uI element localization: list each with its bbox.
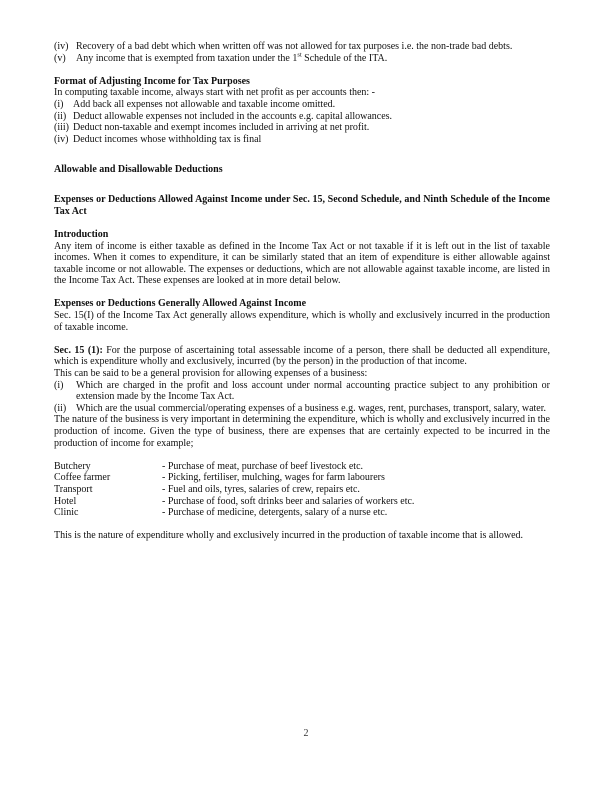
text-part: Schedule of the ITA. <box>301 52 388 64</box>
introduction-body: Any item of income is either taxable as defined in the Income Tax Act or not taxable if it is left out in the list of taxable incomes. When it comes to expenditure, it can be similarly stated that an item of expenditure is either allowable against taxable income or not allowable. The expenses or deductions, which are not allowable against taxable income, are listed in the Income Tax Act. These expenses are looked at in more detail below. <box>54 240 550 287</box>
format-item <box>54 122 550 134</box>
list-text: Which are the usual commercial/operating expenses of a business e.g. wages, rent, purchases, transport, salary, water. <box>76 402 547 414</box>
format-heading: Format of Adjusting Income for Tax Purposes <box>54 75 250 87</box>
sec15-1-provision: This can be said to be a general provision for allowing expenses of a business: <box>54 368 368 380</box>
nature-paragraph: The nature of the business is very important in determining the expenditure, which is wholly and exclusively incurred in the production of income. Given the type of business, there are expenses that are certainly expected to be incurred in the production of income for example; <box>54 414 550 449</box>
examples-table <box>54 461 550 519</box>
list-number: (ii) <box>54 402 67 414</box>
business-expenses: - Purchase of meat, purchase of beef livestock etc. <box>162 460 364 472</box>
list-text: Add back all expenses not allowable and taxable income omitted. <box>73 98 336 110</box>
list-number: (iv) <box>54 41 69 52</box>
example-row <box>54 507 550 519</box>
example-row <box>54 472 550 484</box>
business-type: Coffee farmer <box>54 472 111 484</box>
business-expenses: - Fuel and oils, tyres, salaries of crew, repairs etc. <box>162 483 360 495</box>
list-number: (ii) <box>54 110 67 122</box>
list-text: Which are charged in the profit and loss account under normal accounting practice subject to any prohibition or extension made by the Income Tax Act. <box>76 379 550 403</box>
list-number: (iii) <box>54 122 69 134</box>
list-number: (iv) <box>54 133 69 145</box>
format-intro: In computing taxable income, always start with net profit as per accounts then: - <box>54 87 376 99</box>
closing-paragraph: This is the nature of expenditure wholly and exclusively incurred in the production of taxable income that is allowed. <box>54 530 524 542</box>
business-type: Butchery <box>54 460 91 472</box>
list-text: Deduct incomes whose withholding tax is final <box>73 133 262 145</box>
list-item-iv <box>54 41 550 53</box>
format-item <box>54 111 550 123</box>
example-row <box>54 496 550 508</box>
business-type: Clinic <box>54 507 79 519</box>
list-item-v <box>54 53 550 65</box>
business-expenses: - Picking, fertiliser, mulching, wages for farm labourers <box>162 472 385 484</box>
provision-item <box>54 403 550 415</box>
general-allowed-body: Sec. 15(I) of the Income Tax Act generally allows expenditure, which is wholly and exclusively incurred in the production of taxable income. <box>54 310 550 333</box>
format-item <box>54 99 550 111</box>
list-text: Deduct non-taxable and exempt incomes included in arriving at net profit. <box>73 122 370 134</box>
list-text: Deduct allowable expenses not included in the accounts e.g. capital allowances. <box>73 110 393 122</box>
sec15-1-paragraph <box>54 345 550 368</box>
sec15-1-label: Sec. 15 (1): <box>54 344 103 356</box>
business-type: Transport <box>54 483 93 495</box>
list-text <box>76 53 550 65</box>
text-part: Any income that is exempted from taxation under the 1 <box>76 52 298 64</box>
list-text: Recovery of a bad debt which when written off was not allowed for tax purposes i.e. the non-trade bad debts. <box>76 41 513 52</box>
business-expenses: - Purchase of food, soft drinks beer and salaries of workers etc. <box>162 495 415 507</box>
example-row <box>54 484 550 496</box>
sec15-1-body: For the purpose of ascertaining total assessable income of a person, there shall be deducted all expenditure, which is expenditure wholly and exclusively, incurred (by the person) in the production of that income. <box>54 344 550 368</box>
business-type: Hotel <box>54 495 77 507</box>
document-page <box>54 41 550 542</box>
list-number: (v) <box>54 52 66 64</box>
business-expenses: - Purchase of medicine, detergents, salary of a nurse etc. <box>162 507 388 519</box>
provision-item <box>54 380 550 403</box>
example-row <box>54 461 550 473</box>
list-number: (i) <box>54 379 64 391</box>
introduction-heading: Introduction <box>54 228 109 240</box>
sec15-heading: Expenses or Deductions Allowed Against Income under Sec. 15, Second Schedule, and Ninth Schedule of the Income Tax Act <box>54 194 550 217</box>
list-number: (i) <box>54 98 64 110</box>
ordinal-superscript: st <box>297 51 302 59</box>
general-allowed-heading: Expenses or Deductions Generally Allowed Against Income <box>54 298 307 310</box>
format-item <box>54 134 550 146</box>
allowable-heading: Allowable and Disallowable Deductions <box>54 163 223 175</box>
page-number: 2 <box>303 728 309 739</box>
